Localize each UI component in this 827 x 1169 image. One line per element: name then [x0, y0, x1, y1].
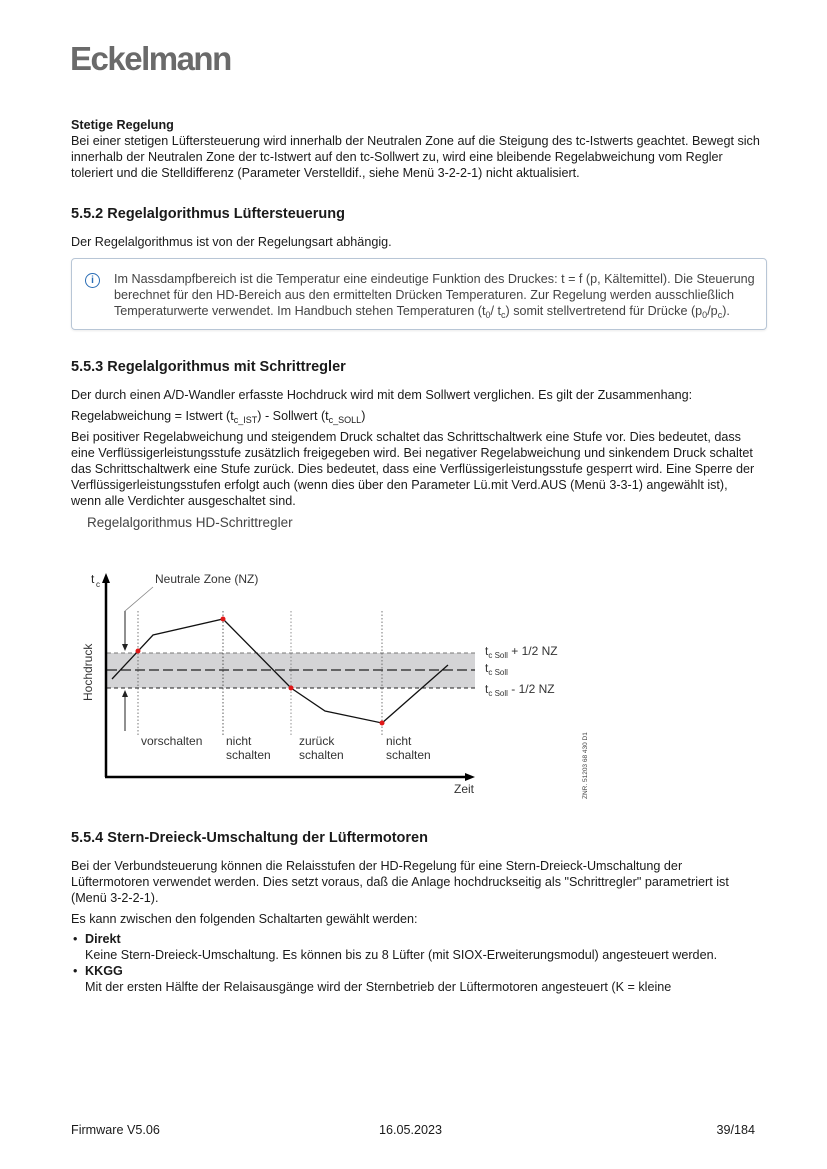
info-text: /p: [707, 304, 718, 318]
page-footer: [71, 1123, 755, 1137]
figure-title: Regelalgorithmus HD-Schrittregler: [87, 515, 293, 530]
heading-5-5-2: 5.5.2 Regelalgorithmus Lüftersteuerung: [71, 206, 345, 222]
s554-text2: Es kann zwischen den folgenden Schaltarten gewählt werden:: [71, 912, 418, 926]
schaltarten-list: [71, 931, 761, 995]
info-box: [71, 258, 767, 330]
svg-text:Hochdruck: Hochdruck: [81, 643, 95, 701]
sub: 0: [485, 310, 491, 320]
info-text: Im Nassdampfbereich ist die Temperatur eine eindeutige Funktion des Druckes: t = f (p, Kältemittel). Die Steuerung berechnet für den HD-Bereich aus den ermittelten Drücken Temperaturen. Zur Regelung werden ausschließlich Temperaturwerte verwendet. Im Handbuch stehen Temperaturen (t: [114, 272, 755, 318]
footer-firmware: Firmware V5.06: [71, 1123, 160, 1137]
svg-text:Neutrale Zone (NZ): Neutrale Zone (NZ): [155, 572, 259, 586]
svg-text:ZNR. 51203 68 430 D1: ZNR. 51203 68 430 D1: [582, 732, 589, 799]
list-item-title: • KKGG: [85, 964, 123, 978]
svg-text:schalten: schalten: [299, 748, 344, 762]
sub: c_IST: [233, 415, 258, 425]
formula: [71, 408, 761, 424]
list-item: [85, 963, 761, 995]
s552-text: Der Regelalgorithmus ist von der Regelungsart abhängig.: [71, 235, 392, 249]
svg-text:schalten: schalten: [226, 748, 271, 762]
list-item-text: Mit der ersten Hälfte der Relaisausgänge wird der Sternbetrieb der Lüftermotoren angesteuert (K = kleine: [85, 980, 672, 994]
s554-text1: Bei der Verbundsteuerung können die Relaisstufen der HD-Regelung für eine Stern-Dreieck-Umschaltung der Lüftermotoren verwendet werden. Dies setzt voraus, daß die Anlage hochdruckseitig als "Schrittregler" parametriert ist (Menü 3-2-2-1).: [71, 859, 729, 905]
schrittregler-chart: [75, 541, 605, 811]
sub: c_SOLL: [328, 415, 362, 425]
info-text: / t: [490, 304, 501, 318]
formula-part: ) - Sollwert (t: [257, 409, 329, 423]
svg-text:tc Soll: $t_{c Soll}$: [485, 661, 508, 677]
svg-text:t: t: [91, 572, 95, 586]
list-item-text: Keine Stern-Dreieck-Umschaltung. Es können bis zu 8 Lüfter (mit SIOX-Erweiterungsmodul) angesteuert werden.: [85, 948, 718, 962]
list-item: [85, 931, 761, 963]
stetig-text: Bei einer stetigen Lüftersteuerung wird innerhalb der Neutralen Zone auf die Steigung des tc-Istwerts geachtet. Bewegt sich innerhalb der Neutralen Zone der tc-Istwert auf den tc-Sollwert zu, wird eine bleibende Regelabweichung vom Regler toleriert und die Stelldifferenz (Parameter Verstelldif., siehe Menü 3-2-2-1) nicht aktualisiert.: [71, 134, 760, 180]
info-text: ) somit stellvertretend für Drücke (p: [505, 304, 703, 318]
svg-text:Zeit: Zeit: [454, 782, 475, 796]
svg-text:nicht: nicht: [226, 734, 252, 748]
sub: c: [501, 310, 506, 320]
sub: 0: [702, 310, 708, 320]
svg-text:nicht: nicht: [386, 734, 412, 748]
formula-part: ): [361, 409, 366, 423]
info-icon: i: [85, 273, 100, 288]
info-text: ).: [722, 304, 730, 318]
chart-svg: [75, 541, 605, 811]
svg-text:vorschalten: vorschalten: [141, 734, 203, 748]
stetig-title: Stetige Regelung: [71, 118, 174, 132]
svg-text:zurück: zurück: [299, 734, 335, 748]
svg-text:tc Soll - 1/2 NZ: $t_{c Soll} - 1/2$ NZ: [485, 682, 555, 698]
s553-text2: Bei positiver Regelabweichung und steigendem Druck schaltet das Schrittschaltwerk eine Stufe vor. Dies bedeutet, dass eine Verflüssigerleistungsstufe zusätzlich freigegeben wird. Bei negativer Regelabweichung und sinkendem Druck schaltet das Schrittschaltwerk eine Stufe zurück. Dies bedeutet, dass eine Verflüssigerleistungsstufe gesperrt wird. Eine Sperre der Verflüssigerleistungsstufen erfolgt auch (wenn dies über den Parameter Lü.mit Verd.AUS (Menü 3-3-1) angewählt ist), wenn alle Verdichter ausgeschaltet sind.: [71, 430, 755, 508]
heading-5-5-3: 5.5.3 Regelalgorithmus mit Schrittregler: [71, 359, 346, 375]
sub: c: [717, 310, 723, 320]
page-content: [71, 117, 761, 995]
formula-part: Regelabweichung = Istwert (t: [71, 409, 234, 423]
s553-text1: Der durch einen A/D-Wandler erfasste Hochdruck wird mit dem Sollwert verglichen. Es gilt der Zusammenhang:: [71, 388, 693, 402]
footer-date: 16.05.2023: [379, 1123, 443, 1137]
footer-page-number: 39/184: [716, 1123, 755, 1137]
eckelmann-logo: Eckelmann: [70, 40, 231, 77]
svg-text:schalten: schalten: [386, 748, 431, 762]
svg-text:tc Soll + 1/2 NZ: $t_{c Soll} + 1/2$ NZ: [485, 644, 558, 660]
list-item-title: • Direkt: [85, 932, 121, 946]
svg-text:c: c: [96, 580, 100, 589]
heading-5-5-4: 5.5.4 Stern-Dreieck-Umschaltung der Lüftermotoren: [71, 830, 428, 846]
